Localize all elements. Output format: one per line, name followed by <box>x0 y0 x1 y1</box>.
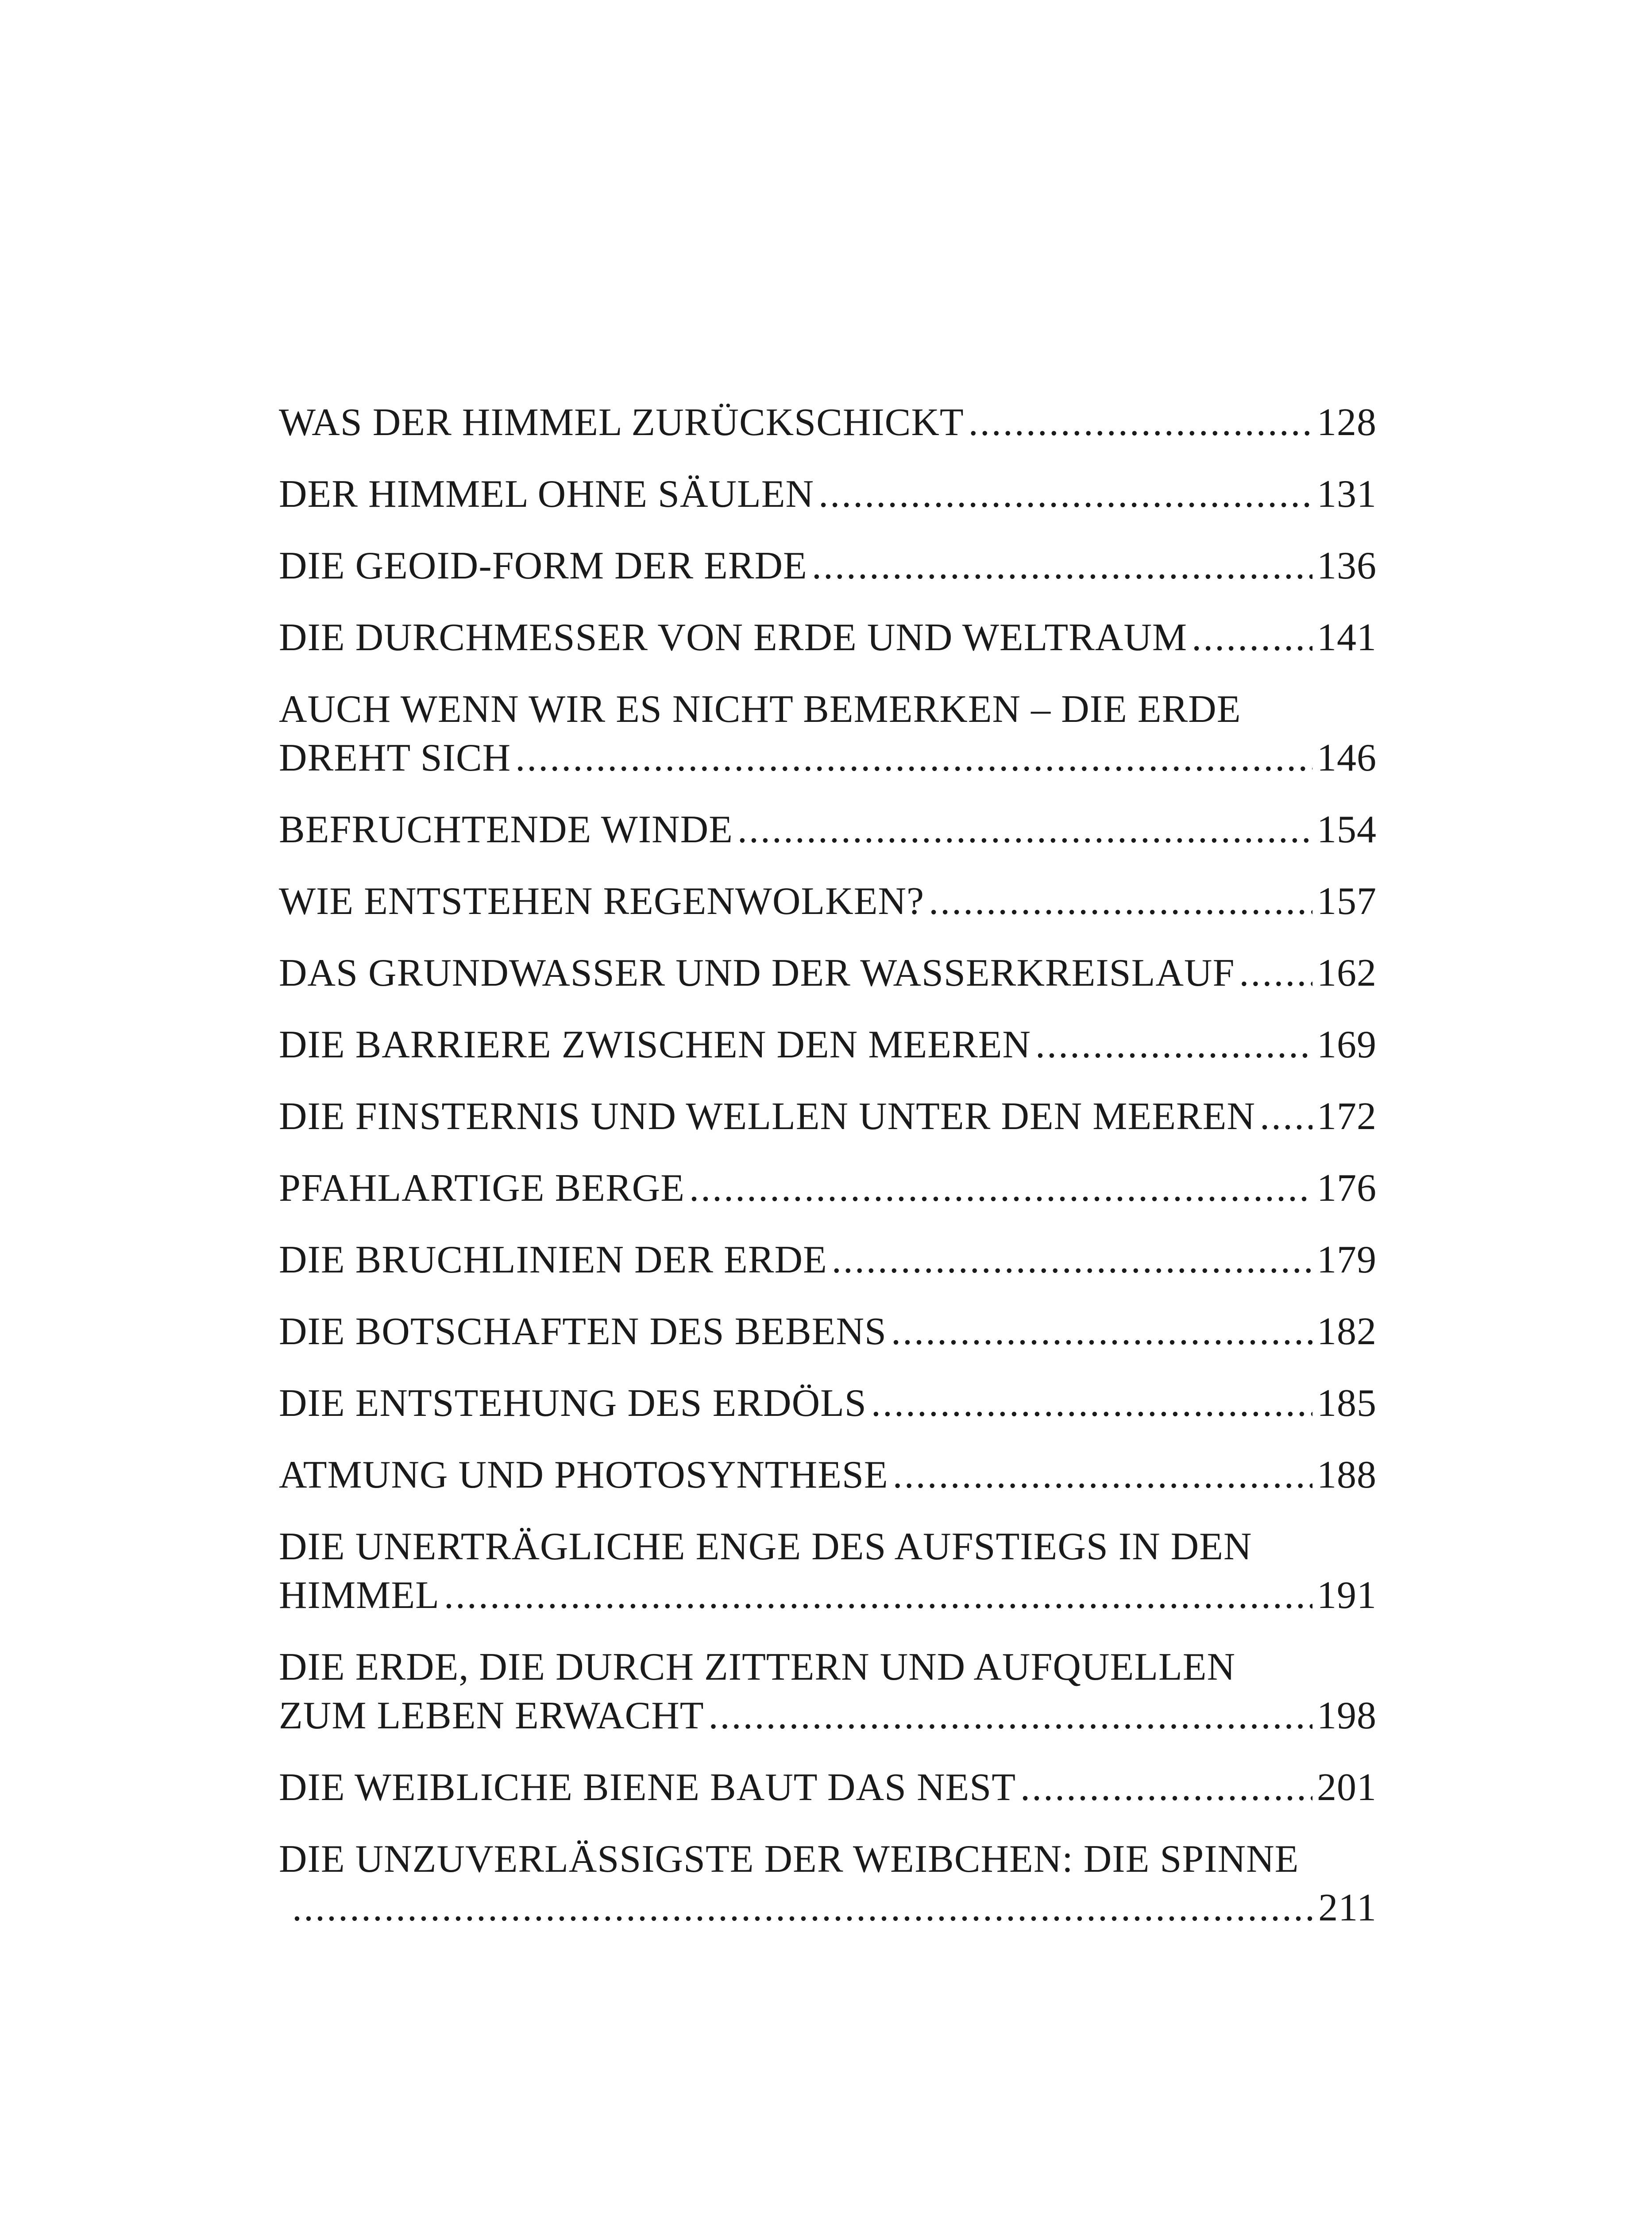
toc-entry-page: 191 <box>1317 1574 1377 1617</box>
toc-entry-page: 136 <box>1317 544 1377 587</box>
dot-leader <box>891 1307 1312 1356</box>
toc-entry[interactable] <box>279 1451 1377 1500</box>
toc-entry-title: DIE GEOID-FORM DER ERDE <box>279 544 807 587</box>
toc-entry[interactable] <box>279 1236 1377 1284</box>
toc-entry-page: 176 <box>1317 1167 1377 1210</box>
dot-leader <box>292 1884 1314 1932</box>
toc-entry-page: 188 <box>1317 1453 1377 1496</box>
toc-entry-title: DIE DURCHMESSER VON ERDE UND WELTRAUM <box>279 616 1188 659</box>
toc-entry-title-line1: DIE UNERTRÄGLICHE ENGE DES AUFSTIEGS IN DEN <box>279 1525 1252 1568</box>
toc-entry[interactable] <box>279 613 1377 662</box>
toc-entry-page: 146 <box>1317 736 1377 779</box>
toc-entry[interactable] <box>279 1379 1377 1428</box>
toc-entry-title: DIE BARRIERE ZWISCHEN DEN MEEREN <box>279 1023 1031 1066</box>
toc-entry-title: DAS GRUNDWASSER UND DER WASSERKREISLAUF <box>279 952 1235 995</box>
toc-entry-title: DIE BRUCHLINIEN DER ERDE <box>279 1238 827 1281</box>
toc-entry-title-line1: AUCH WENN WIR ES NICHT BEMERKEN – DIE ERDE <box>279 688 1241 731</box>
toc-entry-title: DIE ENTSTEHUNG DES ERDÖLS <box>279 1382 867 1425</box>
toc-entry-title: DIE WEIBLICHE BIENE BAUT DAS NEST <box>279 1766 1016 1809</box>
dot-leader <box>1239 949 1312 998</box>
toc-entry-title-line2: DREHT SICH <box>279 736 511 779</box>
dot-leader <box>1192 613 1312 662</box>
toc-entry[interactable] <box>279 1092 1377 1141</box>
toc-entry-page: 185 <box>1317 1382 1377 1425</box>
toc-entry[interactable] <box>279 806 1377 854</box>
table-of-contents <box>279 398 1377 1955</box>
toc-entry[interactable] <box>279 1307 1377 1356</box>
dot-leader <box>515 734 1312 783</box>
toc-entry-title-line2: HIMMEL <box>279 1574 440 1617</box>
dot-leader <box>929 877 1312 926</box>
toc-entry-title: BEFRUCHTENDE WINDE <box>279 808 733 851</box>
dot-leader <box>689 1164 1312 1213</box>
toc-entry[interactable] <box>279 1021 1377 1069</box>
dot-leader <box>444 1571 1312 1620</box>
toc-entry[interactable] <box>279 685 1377 783</box>
dot-leader <box>969 398 1312 447</box>
dot-leader <box>832 1236 1312 1284</box>
toc-entry[interactable] <box>279 542 1377 590</box>
dot-leader <box>871 1379 1312 1428</box>
toc-entry[interactable] <box>279 398 1377 447</box>
dot-leader <box>818 470 1312 519</box>
toc-entry-title: DIE FINSTERNIS UND WELLEN UNTER DEN MEEREN <box>279 1095 1255 1138</box>
dot-leader <box>812 542 1312 590</box>
toc-entry[interactable] <box>279 470 1377 519</box>
toc-entry[interactable] <box>279 1763 1377 1812</box>
toc-entry-page: 198 <box>1317 1694 1377 1737</box>
toc-entry-title: WIE ENTSTEHEN REGENWOLKEN? <box>279 880 925 923</box>
dot-leader <box>1020 1763 1312 1812</box>
toc-entry-page: 154 <box>1317 808 1377 851</box>
toc-entry[interactable] <box>279 1643 1377 1740</box>
toc-entry[interactable] <box>279 877 1377 926</box>
toc-entry-page: 131 <box>1317 473 1377 516</box>
dot-leader <box>1260 1092 1312 1141</box>
toc-entry-page: 169 <box>1317 1023 1377 1066</box>
toc-entry-page: 179 <box>1317 1238 1377 1281</box>
toc-entry[interactable] <box>279 1523 1377 1620</box>
toc-entry-title-line1: DIE UNZUVERLÄSSIGSTE DER WEIBCHEN: DIE SPINNE <box>279 1838 1299 1881</box>
toc-entry-page: 211 <box>1318 1886 1377 1929</box>
toc-entry[interactable] <box>279 949 1377 998</box>
toc-entry-page: 182 <box>1317 1310 1377 1353</box>
toc-entry-title: ATMUNG UND PHOTOSYNTHESE <box>279 1453 888 1496</box>
toc-entry-page: 128 <box>1317 401 1377 444</box>
toc-entry[interactable] <box>279 1164 1377 1213</box>
dot-leader <box>709 1692 1312 1740</box>
toc-entry-title-line2: ZUM LEBEN ERWACHT <box>279 1694 704 1737</box>
toc-entry-title: DIE BOTSCHAFTEN DES BEBENS <box>279 1310 887 1353</box>
toc-entry-title-line1: DIE ERDE, DIE DURCH ZITTERN UND AUFQUELLEN <box>279 1646 1236 1689</box>
toc-entry-title: DER HIMMEL OHNE SÄULEN <box>279 473 814 516</box>
toc-entry-page: 157 <box>1317 880 1377 923</box>
toc-entry-page: 201 <box>1317 1766 1377 1809</box>
toc-entry-page: 141 <box>1317 616 1377 659</box>
dot-leader <box>893 1451 1312 1500</box>
toc-entry-page: 162 <box>1317 952 1377 995</box>
toc-entry-title: PFAHLARTIGE BERGE <box>279 1167 685 1210</box>
toc-entry-title: WAS DER HIMMEL ZURÜCKSCHICKT <box>279 401 964 444</box>
toc-entry[interactable] <box>279 1835 1377 1932</box>
dot-leader <box>1035 1021 1312 1069</box>
dot-leader <box>737 806 1312 854</box>
toc-entry-page: 172 <box>1317 1095 1377 1138</box>
